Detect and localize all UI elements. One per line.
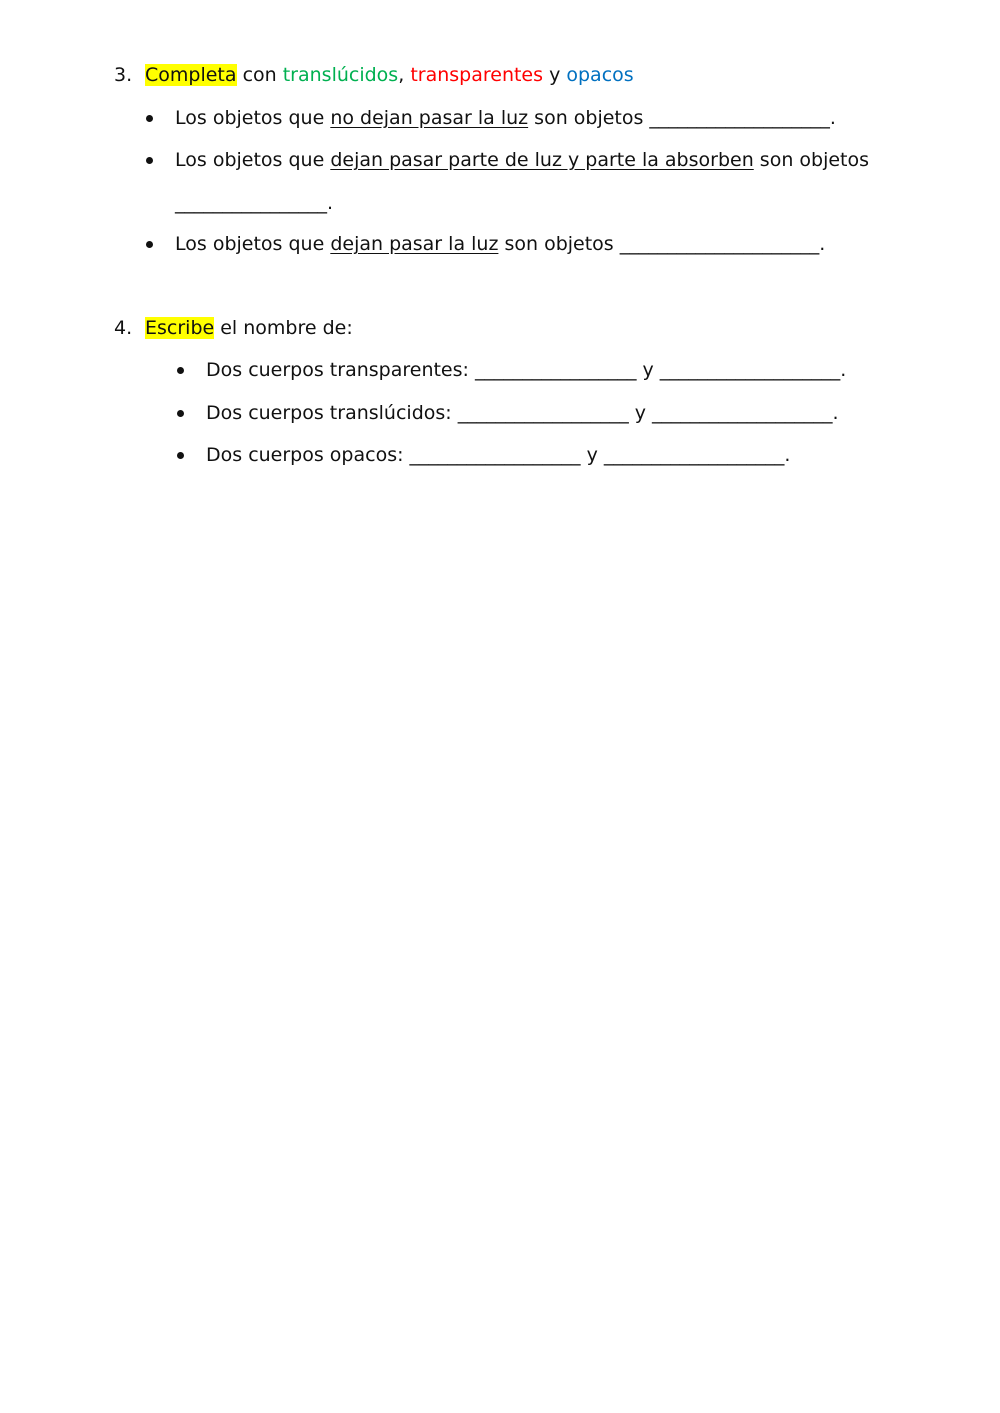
question-4-item-3[interactable]: Dos cuerpos opacos: __________________ y ___________________. (206, 444, 791, 466)
item-2-underlined: dejan pasar parte de luz y parte la absorben (330, 149, 754, 171)
question-4-verb: Escribe (145, 317, 215, 339)
question-3-item-2-blank[interactable]: ________________. (175, 192, 334, 214)
question-4-item-1[interactable]: Dos cuerpos transparentes: _________________ y ___________________. (206, 359, 847, 381)
item-3-post: son objetos _____________________. (498, 233, 826, 255)
word-transparentes: transparentes (410, 64, 544, 86)
item-2-pre: Los objetos que (175, 149, 331, 171)
question-3-y: y (543, 64, 567, 86)
bullet-icon (146, 241, 153, 248)
question-3-comma: , (398, 64, 411, 86)
question-4-title (145, 315, 353, 341)
question-3-item-2[interactable] (175, 147, 869, 173)
question-3-item-3[interactable] (175, 231, 825, 257)
item-1-underlined: no dejan pasar la luz (330, 107, 529, 129)
item-2-post: son objetos (753, 149, 870, 171)
question-3-item-1[interactable] (175, 105, 836, 131)
item-1-pre: Los objetos que (175, 107, 331, 129)
question-3-con: con (236, 64, 283, 86)
item-3-underlined: dejan pasar la luz (330, 233, 499, 255)
word-translucidos: translúcidos (282, 64, 399, 86)
question-4-number: 4. (114, 317, 133, 339)
bullet-icon (177, 367, 184, 374)
bullet-icon (146, 157, 153, 164)
question-3-number: 3. (114, 64, 133, 86)
item-3-pre: Los objetos que (175, 233, 331, 255)
bullet-icon (177, 410, 184, 417)
question-4-rest: el nombre de: (214, 317, 353, 339)
question-4-item-2[interactable]: Dos cuerpos translúcidos: __________________ y ___________________. (206, 402, 839, 424)
bullet-icon (146, 115, 153, 122)
item-1-post: son objetos ___________________. (528, 107, 836, 129)
question-3-verb: Completa (145, 64, 237, 86)
word-opacos: opacos (566, 64, 634, 86)
bullet-icon (177, 452, 184, 459)
question-3-title (145, 62, 634, 88)
